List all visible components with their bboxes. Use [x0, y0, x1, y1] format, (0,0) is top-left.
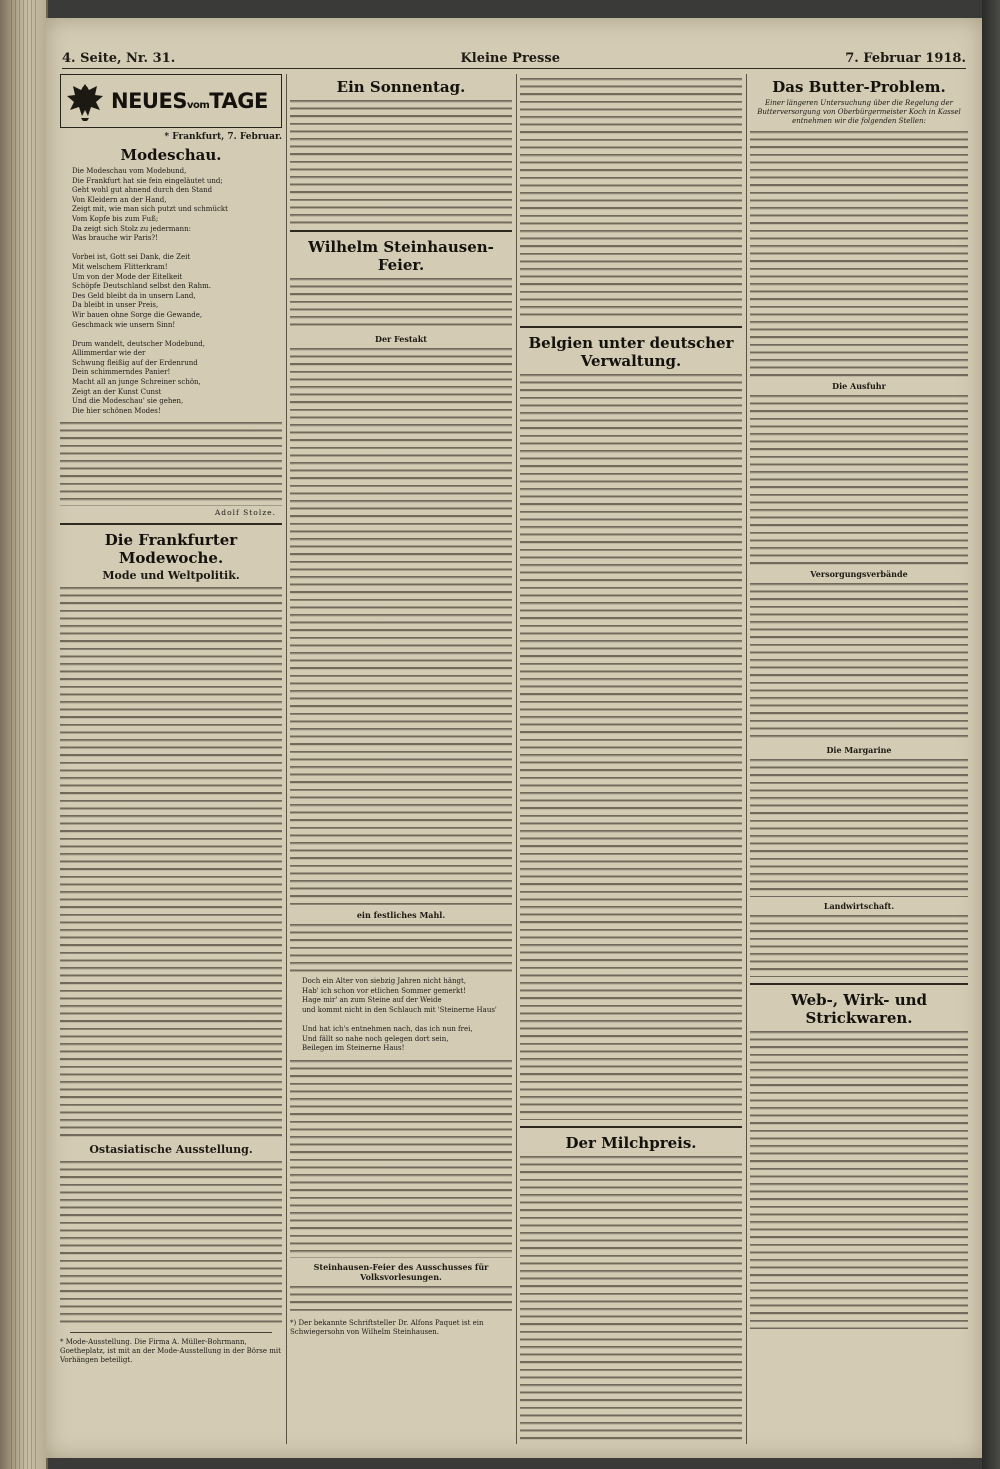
- article-text: [290, 276, 512, 330]
- column-1: [60, 74, 282, 1444]
- article-text: [520, 1154, 742, 1444]
- divider: [520, 326, 742, 328]
- column-rule: [516, 74, 517, 1444]
- article-text: [520, 76, 742, 320]
- poem-signature: Adolf Stolze.: [214, 508, 276, 518]
- subheadline-mode-weltpolitik: Mode und Weltpolitik.: [102, 569, 240, 583]
- subheadline-versorgung: Versorgungsverbände: [810, 569, 908, 579]
- eagle-icon: [65, 80, 105, 122]
- columns: [60, 74, 968, 1444]
- subheadline-ausfuhr: Die Ausfuhr: [832, 381, 886, 391]
- poem-modeschau: Die Modeschau vom Modebund, Die Frankfurt hat sie fein eingeläutet und; Geht wohl gut ahnend durch den Stand Von Kleidern an der Hand, Zeigt mit, wie man sich putzt und schmückt Vom Kopfe bis zum Fuß; Da zeigt sich Stolz zu jedermann: Was brauche wir Paris?! Vorbei ist, Gott sei Dank, die Zeit Mit welschem Flitterkram! Um von der Mode der Eitelkeit Schöpfe Deutschland selbst den Rahm. Des Geld bleibt da in unsern Land, Da bleibt in unser Preis, Wir bauen ohne Sorge die Gewande, Geschmack wie unsern Sinn! Drum wandelt, deutscher Modebund, Allimmerdar wie der Schwung fleißig auf der Erdenrund Dein schimmerndes Panier! Macht all an junge Schreiner schön, Zeigt an der Kunst Cunst Und die Modeschau' sie gehen, Die hier schönen Modes!: [72, 167, 228, 415]
- article-text: [750, 393, 968, 565]
- divider: [70, 1332, 272, 1333]
- article-text: [750, 581, 968, 741]
- spine-texture: [8, 0, 38, 1469]
- divider: [750, 983, 968, 985]
- footnote: * Mode-Ausstellung. Die Firma A. Müller-Bohrmann, Goetheplatz, ist mit an der Mode-Ausstellung in der Börse mit Vorhängen beteiligt.: [60, 1338, 281, 1365]
- divider: [60, 523, 282, 525]
- article-text: [750, 913, 968, 977]
- article-text: [290, 1284, 512, 1316]
- headline-steinhausen: Wilhelm Steinhausen-Feier.: [308, 238, 494, 274]
- column-rule: [746, 74, 747, 1444]
- article-intro: Einer längeren Untersuchung über die Regelung der Butterversorgung von Oberbürgermeister Koch in Kassel entnehmen wir die folgenden Stellen:: [757, 99, 961, 125]
- footnote: *) Der bekannte Schriftsteller Dr. Alfons Paquet ist ein Schwiegersohn von Wilhelm Steinhausen.: [290, 1318, 484, 1336]
- headline-sonnentag: Ein Sonnentag.: [336, 78, 466, 96]
- subheadline-festakt: Der Festakt: [375, 334, 427, 344]
- article-text: [290, 1058, 512, 1258]
- column-rule: [286, 74, 287, 1444]
- subheadline-mahl: ein festliches Mahl.: [356, 910, 446, 920]
- article-text: [60, 585, 282, 1141]
- article-text: [520, 372, 742, 1120]
- headline-strickwaren: Web-, Wirk- und Strickwaren.: [790, 991, 928, 1027]
- scan-edge: [982, 0, 1000, 1469]
- masthead: [60, 74, 282, 128]
- article-text: [750, 757, 968, 897]
- poem-steinhausen: Doch ein Alter von siebzig Jahren nicht hängt, Hab' ich schon vor etlichen Sommer gemerkt! Hage mir' an zum Steine auf der Weide und kommt nicht in den Schlauch mit 'Steinerne Haus' Und hat ich's entnehmen nach, das ich nun frei, Und fällt so nahe noch gelegen dort sein, Beilegen im Steinerne Haus!: [302, 977, 497, 1053]
- article-text: [290, 922, 512, 974]
- article-text: [750, 129, 968, 377]
- masthead-vom: vom: [186, 99, 210, 111]
- subheadline-margarine: Die Margarine: [826, 745, 892, 755]
- headline-ostasiatische: Ostasiatische Ausstellung.: [89, 1143, 253, 1157]
- divider: [520, 1126, 742, 1128]
- page-header: [62, 44, 966, 69]
- headline-milchpreis: Der Milchpreis.: [565, 1134, 697, 1152]
- subheadline-landwirtschaft: Landwirtschaft.: [823, 901, 895, 911]
- dateline: * Frankfurt, 7. Februar.: [164, 132, 282, 142]
- book-spine: [0, 0, 48, 1469]
- masthead-tage: TAGE: [209, 88, 268, 113]
- masthead-title: [111, 88, 268, 113]
- article-text: [60, 1159, 282, 1327]
- article-text: [60, 420, 282, 506]
- article-text: [290, 346, 512, 906]
- subheadline-volksvorlesungen: Steinhausen-Feier des Ausschusses für Volksvorlesungen.: [313, 1261, 489, 1282]
- column-4: [750, 74, 968, 1444]
- masthead-neues: NEUES: [111, 88, 187, 113]
- headline-modeschau: Modeschau.: [120, 146, 222, 164]
- issue-date: 7. Februar 1918.: [845, 51, 966, 66]
- headline-butter-problem: Das Butter-Problem.: [772, 78, 946, 96]
- article-text: [290, 98, 512, 224]
- divider: [290, 230, 512, 232]
- paper-name: Kleine Presse: [460, 51, 560, 66]
- article-text: [750, 1029, 968, 1329]
- column-3: [520, 74, 742, 1444]
- newspaper-page: [46, 18, 982, 1458]
- headline-belgien: Belgien unter deutscher Verwaltung.: [528, 334, 734, 370]
- headline-modewoche: Die Frankfurter Modewoche.: [104, 531, 238, 568]
- page-label: 4. Seite, Nr. 31.: [62, 51, 176, 66]
- column-2: [290, 74, 512, 1444]
